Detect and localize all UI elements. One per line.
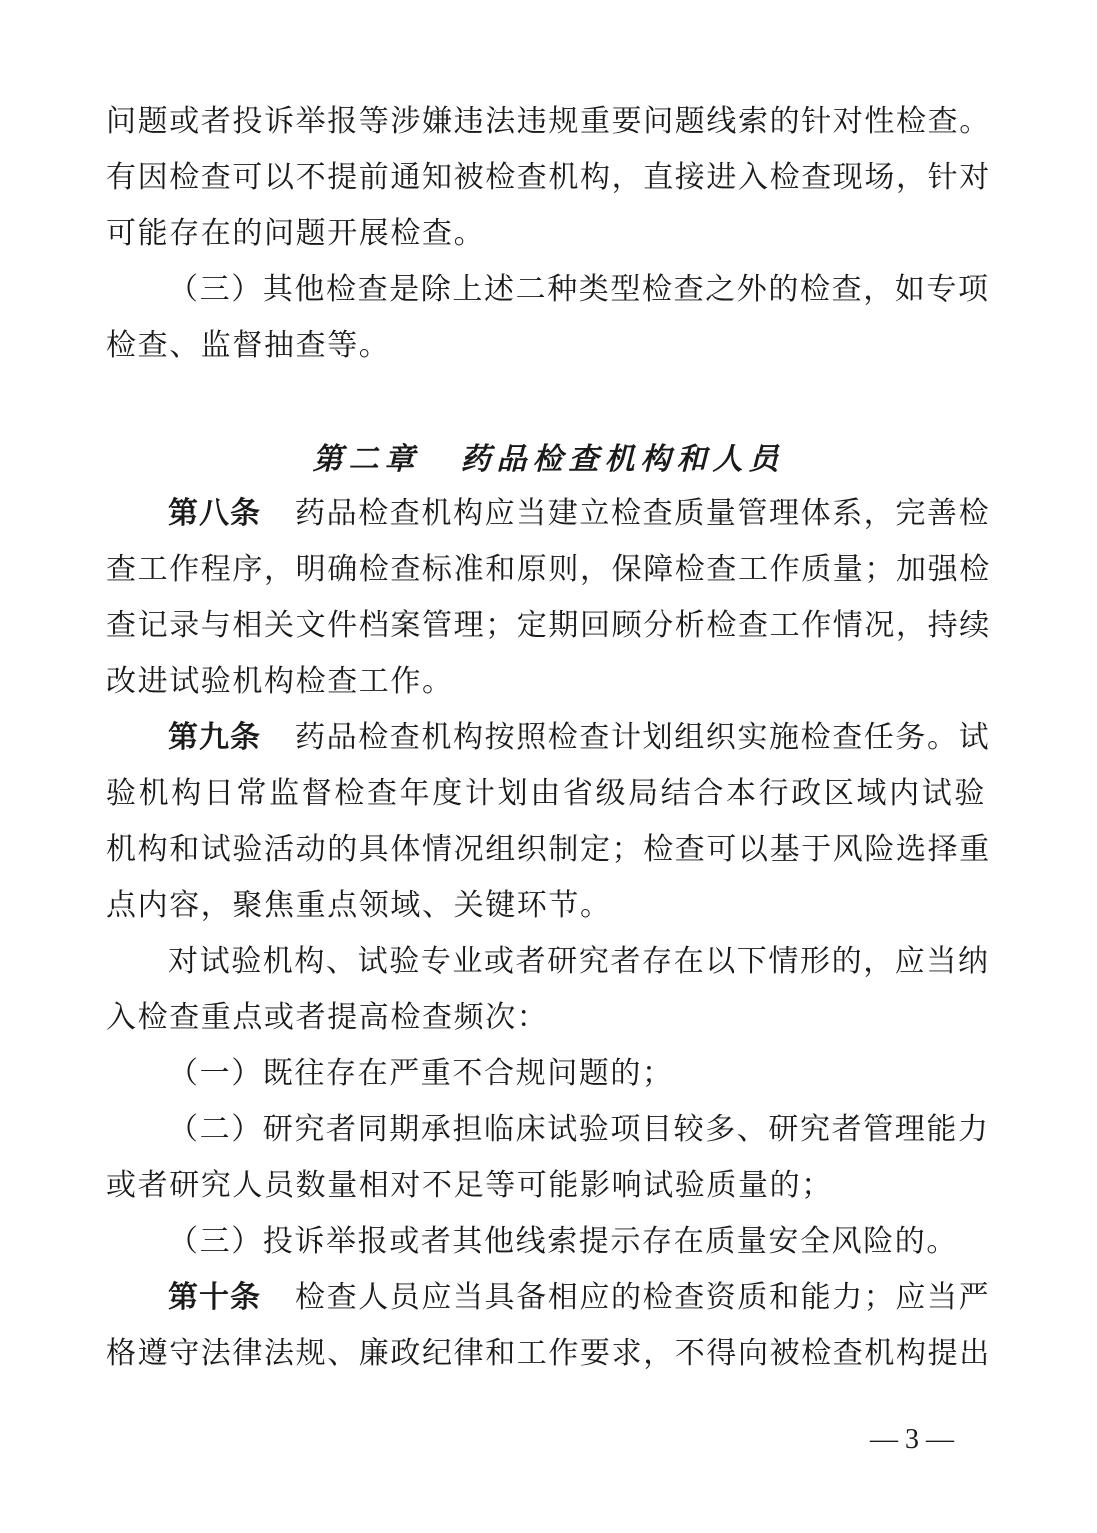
article-8-line xyxy=(168,494,991,534)
article-heading: 第十条 xyxy=(168,1280,261,1315)
text-line: 问题或者投诉举报等涉嫌违法违规重要问题线索的针对性检查。 xyxy=(106,104,991,139)
text-line: 或者研究人员数量相对不足等可能影响试验质量的； xyxy=(106,1168,833,1203)
chapter-number: 第二章 xyxy=(312,442,421,477)
article-9-line xyxy=(168,718,991,758)
chapter-title: 药品检查机构和人员 xyxy=(460,442,785,477)
page-number: — 3 — xyxy=(870,1424,954,1455)
article-heading: 第八条 xyxy=(168,496,261,531)
text-line: 点内容，聚焦重点领域、关键环节。 xyxy=(106,888,612,923)
article-text: 检查人员应当具备相应的检查资质和能力；应当严 xyxy=(295,1280,991,1315)
text-line: 有因检查可以不提前通知被检查机构，直接进入检查现场，针对 xyxy=(106,160,991,195)
text-line: 查记录与相关文件档案管理；定期回顾分析检查工作情况，持续 xyxy=(106,608,991,643)
text-line: 对试验机构、试验专业或者研究者存在以下情形的，应当纳 xyxy=(168,944,990,979)
article-heading: 第九条 xyxy=(168,720,261,755)
text-line: 查工作程序，明确检查标准和原则，保障检查工作质量；加强检 xyxy=(106,552,991,587)
list-item: （一）既往存在严重不合规问题的； xyxy=(168,1056,674,1091)
text-line: 入检查重点或者提高检查频次： xyxy=(106,1000,549,1035)
text-line: （三）其他检查是除上述二种类型检查之外的检查，如专项 xyxy=(168,272,990,307)
text-line: 格遵守法律法规、廉政纪律和工作要求，不得向被检查机构提出 xyxy=(106,1336,991,1371)
article-text: 药品检查机构按照检查计划组织实施检查任务。试 xyxy=(295,720,991,755)
text-line: 验机构日常监督检查年度计划由省级局结合本行政区域内试验 xyxy=(106,776,986,811)
text-line: 机构和试验活动的具体情况组织制定；检查可以基于风险选择重 xyxy=(106,832,991,867)
list-item: （二）研究者同期承担临床试验项目较多、研究者管理能力 xyxy=(168,1112,990,1147)
text-line: 可能存在的问题开展检查。 xyxy=(106,216,486,251)
text-line: 检查、监督抽查等。 xyxy=(106,328,391,363)
text-line: 改进试验机构检查工作。 xyxy=(106,664,454,699)
chapter-heading xyxy=(0,440,1097,480)
article-text: 药品检查机构应当建立检查质量管理体系，完善检 xyxy=(295,496,991,531)
article-10-line xyxy=(168,1278,991,1318)
list-item: （三）投诉举报或者其他线索提示存在质量安全风险的。 xyxy=(168,1224,958,1259)
